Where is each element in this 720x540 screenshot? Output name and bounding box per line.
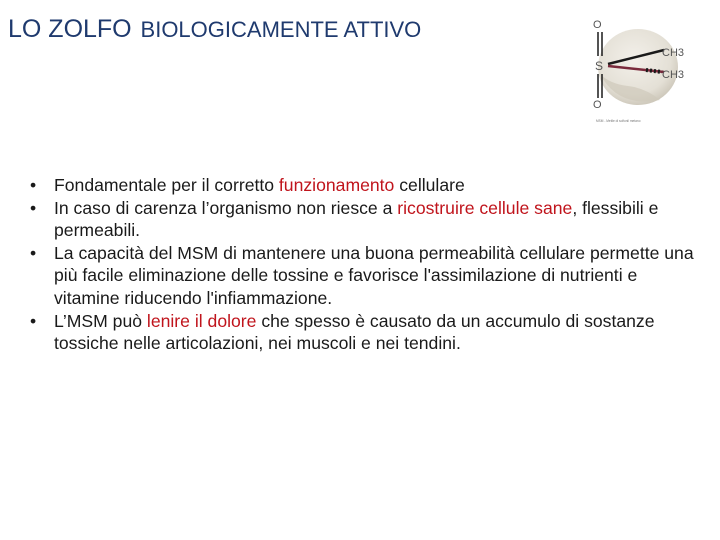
atom-methyl-upper: CH3 [662,47,685,59]
bullet-item [30,310,702,355]
bullet-dot: • [30,242,37,263]
atom-oxygen-bottom: O [593,99,602,111]
slide-title-rest: BIOLOGICAMENTE ATTIVO [140,17,422,42]
bullet-highlight-text: lenire il dolore [146,310,257,331]
bullet-text: In caso di carenza l’organismo non riesce a [54,197,398,218]
bullet-highlight-text: ricostruire cellule sane [397,197,573,218]
bullet-dot: • [30,197,37,218]
atom-oxygen-top: O [593,19,602,31]
atom-sulfur: S [595,59,604,73]
bullet-text: L’MSM può [54,310,147,331]
molecule-caption: MSM - Metile di solfonil metano [596,119,641,123]
slide-title-lead: LO ZOLFO [8,15,132,43]
atom-methyl-lower: CH3 [662,69,685,81]
msm-molecule-image [588,12,696,128]
bullet-text: che spesso è causato da un accumulo di sostanze tossiche nelle articolazioni, nei muscoli e nei tendini. [54,310,655,354]
bullet-item [30,242,702,310]
bullet-highlight-text: funzionamento [278,175,395,195]
bullet-text: Fondamentale per il corretto [54,175,279,195]
bullet-text: cellulare [394,175,465,195]
bullet-item [30,174,702,197]
bullet-item [30,197,702,242]
bullet-text: La capacità del MSM di mantenere una buona permeabilità cellulare permette una più facile eliminazione delle tossine e favorisce l'assimilazione di nutrienti e vitamine riducendo l'infiammazione. [54,242,694,308]
bullet-list [30,174,702,355]
bullet-dot: • [30,175,37,195]
bullet-dot: • [30,310,37,331]
bullet-text: , flessibili e permeabili. [54,197,659,241]
slide-title [8,10,421,42]
